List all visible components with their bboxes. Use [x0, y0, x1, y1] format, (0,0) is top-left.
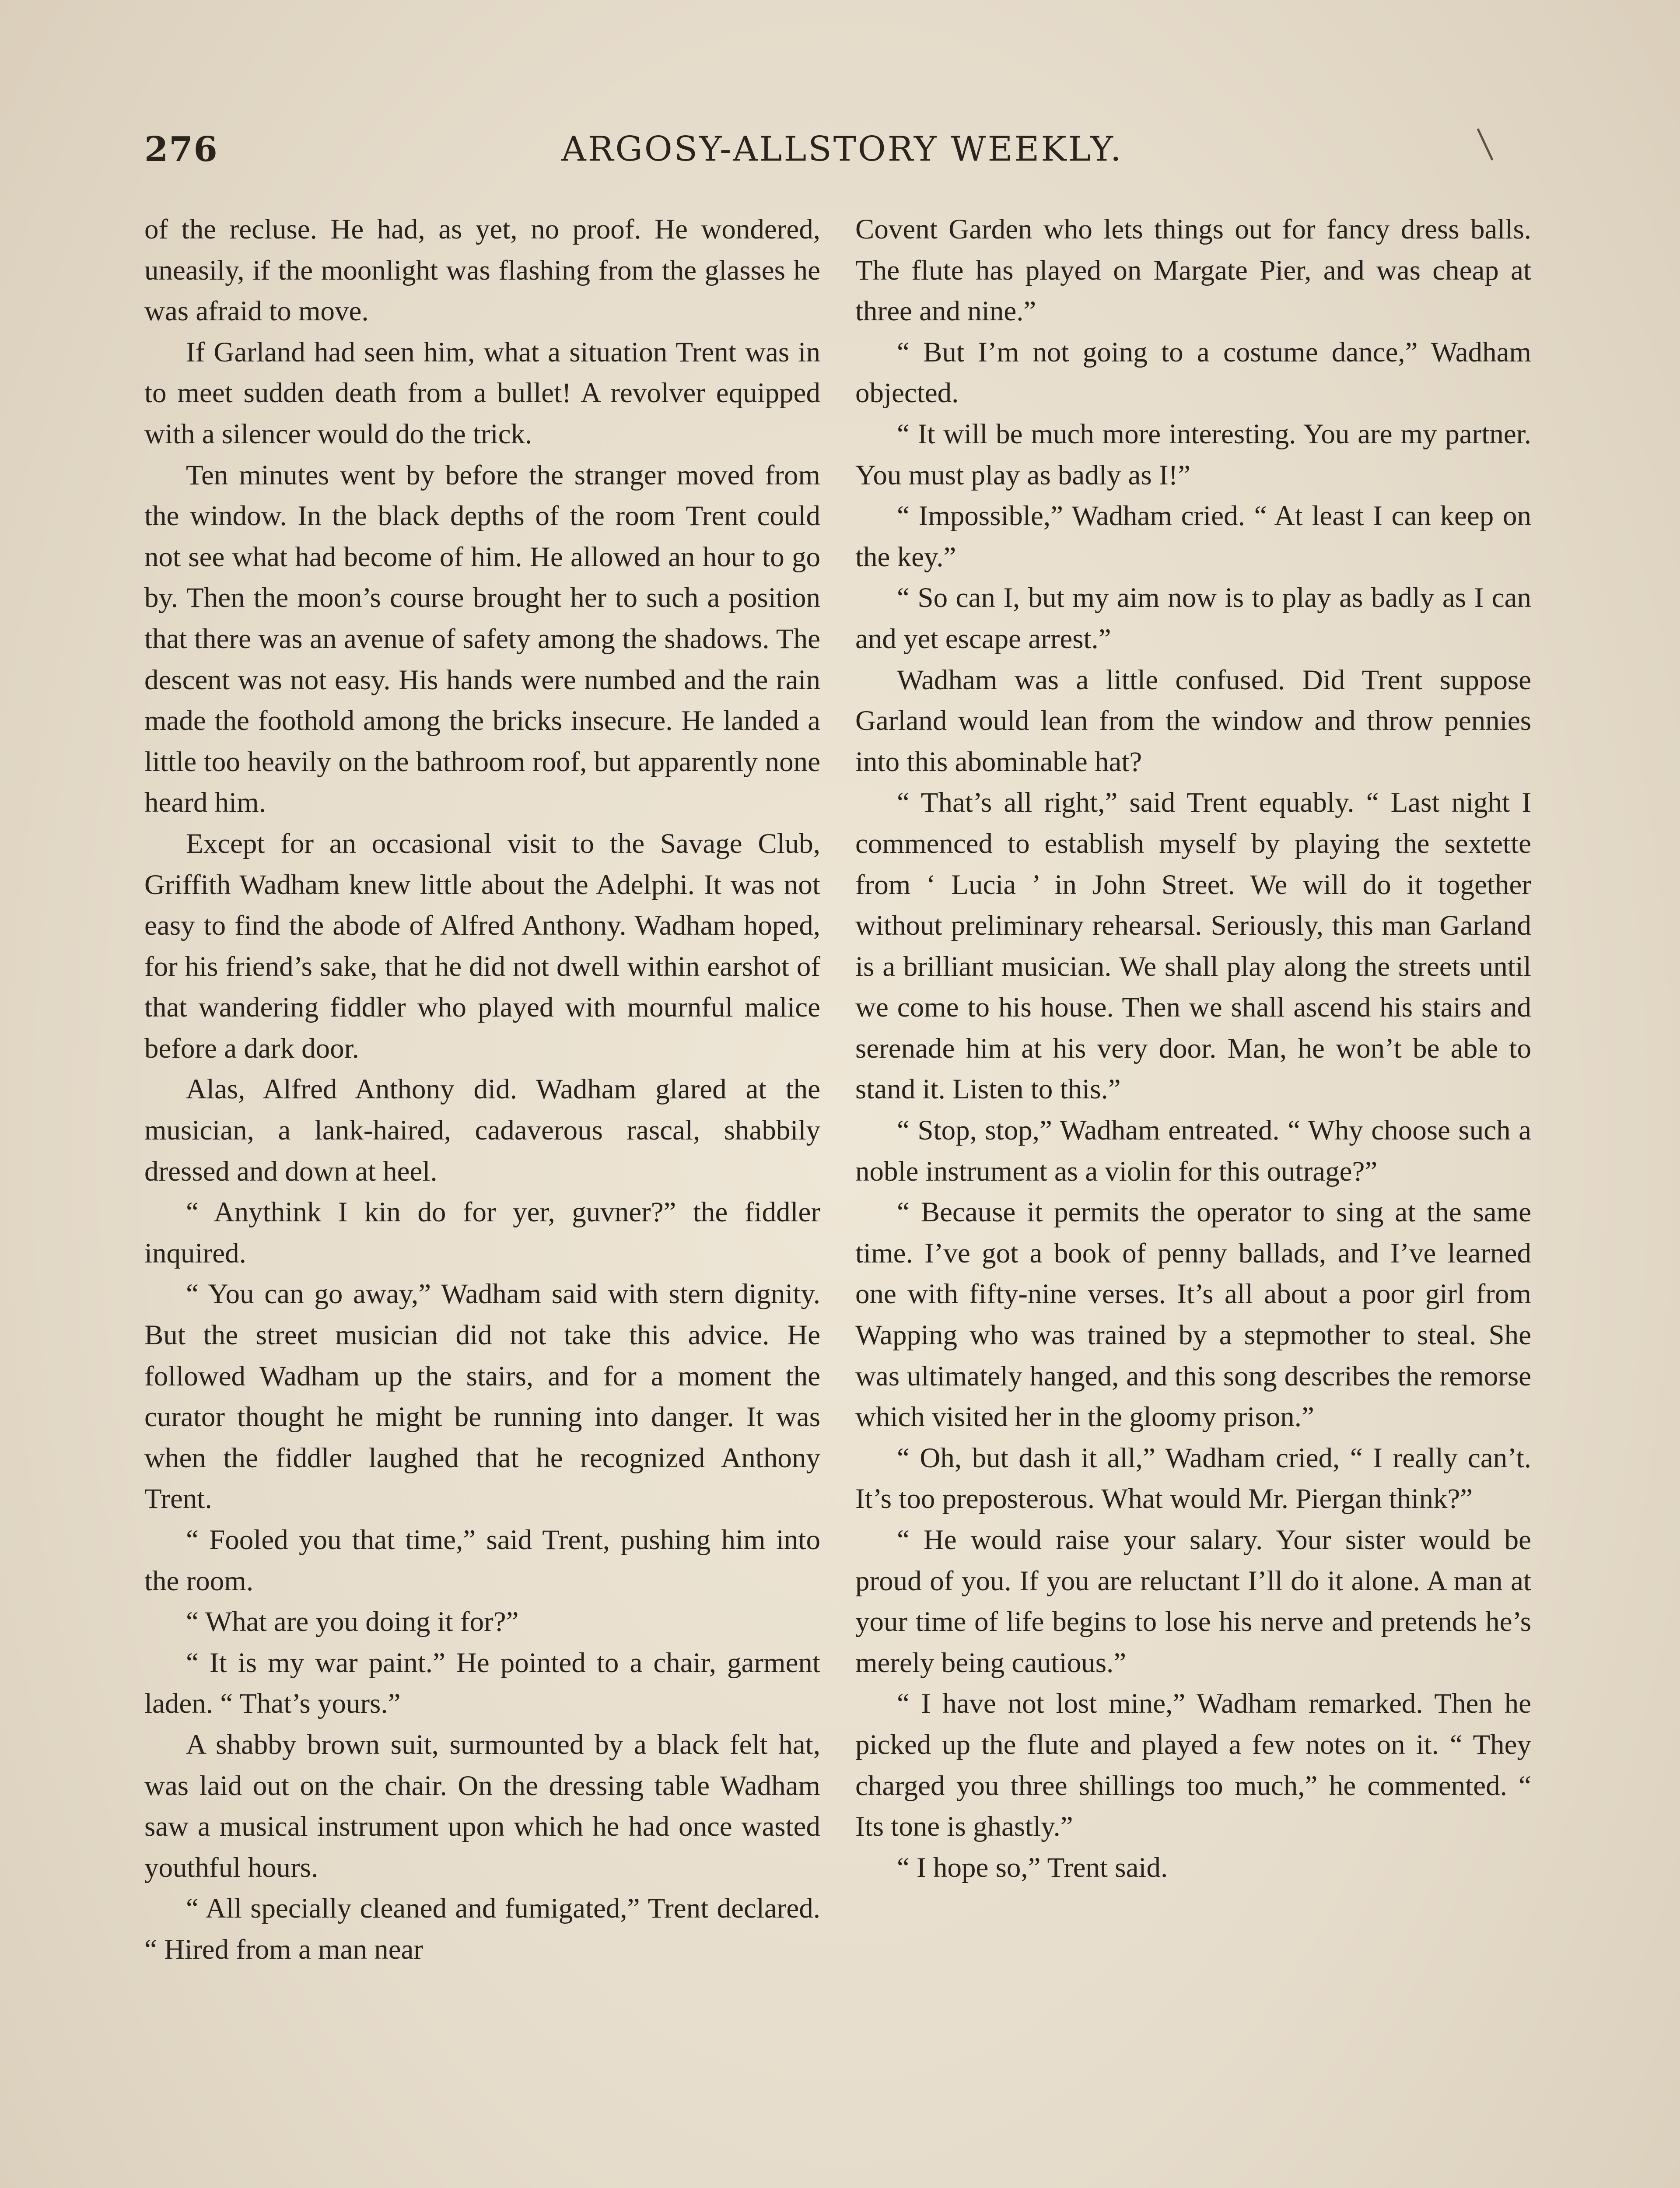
text-column-right — [855, 209, 1531, 2188]
paragraph: “ What are you doing it for?” — [186, 1606, 519, 1638]
paragraph: of the recluse. He had, as yet, no proof. He wondered, uneasily, if the moonlight was flashing from the glasses he was afraid to move. — [144, 214, 820, 327]
paragraph: Covent Garden who lets things out for fancy dress balls. The flute has played on Margate Pier, and was cheap at three and nine.” — [855, 214, 1531, 327]
paragraph: “ All specially cleaned and fumigated,” Trent declared. “ Hired from a man near — [144, 1893, 820, 1965]
paragraph: Except for an occasional visit to the Savage Club, Griffith Wadham knew little about the Adelphi. It was not easy to find the abode of Alfred Anthony. Wadham hoped, for his friend’s sake, that he did not dwell within earshot of that wandering fiddler who played with mournful malice before a dark door. — [144, 828, 820, 1064]
paragraph: “ Impossible,” Wadham cried. “ At least I can keep on the key.” — [855, 500, 1531, 573]
page-number: 276 — [144, 130, 218, 169]
paragraph: “ Anythink I kin do for yer, guvner?” the fiddler inquired. — [144, 1196, 820, 1269]
paragraph: Ten minutes went by before the stranger moved from the window. In the black depths of the room Trent could not see what had become of him. He allowed an hour to go by. Then the moon’s course brought her to such a position that there was an avenue of safety among the shadows. The descent was not easy. His hands were numbed and the rain made the foothold among the bricks insecure. He landed a little too heavily on the bathroom roof, but apparently none heard him. — [144, 459, 820, 819]
paragraph: “ He would raise your salary. Your sister would be proud of you. If you are reluctant I’ll do it alone. A man at your time of life begins to lose his nerve and pretends he’s merely being cautious.” — [855, 1524, 1531, 1679]
paragraph: If Garland had seen him, what a situation Trent was in to meet sudden death from a bullet! A revolver equipped with a silencer would do the trick. — [144, 336, 820, 450]
paragraph: “ Stop, stop,” Wadham entreated. “ Why choose such a noble instrument as a violin for this outrage?” — [855, 1115, 1531, 1187]
paragraph: “ It is my war paint.” He pointed to a chair, garment laden. “ That’s yours.” — [144, 1647, 820, 1720]
paragraph: “ Fooled you that time,” said Trent, pushing him into the room. — [144, 1524, 820, 1597]
text-column-left — [144, 209, 820, 2188]
paragraph: Alas, Alfred Anthony did. Wadham glared at the musician, a lank-haired, cadaverous rascal, shabbily dressed and down at heel. — [144, 1073, 820, 1187]
paragraph: “ I hope so,” Trent said. — [897, 1851, 1168, 1883]
paragraph: “ That’s all right,” said Trent equably. “ Last night I commenced to establish myself by playing the sextette from ‘ Lucia ’ in John Street. We will do it together without preliminary rehearsal. Seriously, this man Garland is a brilliant musician. We shall play along the streets until we come to his house. Then we shall ascend his stairs and serenade him at his very door. Man, he won’t be able to stand it. Listen to this.” — [855, 787, 1531, 1105]
paragraph: “ You can go away,” Wadham said with stern dignity. But the street musician did not take this advice. He followed Wadham up the stairs, and for a moment the curator thought he might be running into danger. It was when the fiddler laughed that he recognized Anthony Trent. — [144, 1278, 820, 1515]
paragraph: Wadham was a little confused. Did Trent suppose Garland would lean from the window and throw pennies into this abominable hat? — [855, 664, 1531, 778]
paragraph: “ But I’m not going to a costume dance,” Wadham objected. — [855, 336, 1531, 409]
paragraph: “ Oh, but dash it all,” Wadham cried, “ I really can’t. It’s too preposterous. What would Mr. Piergan think?” — [855, 1442, 1531, 1515]
paragraph: A shabby brown suit, surmounted by a black felt hat, was laid out on the chair. On the dressing table Wadham saw a musical instrument upon which he had once wasted youthful hours. — [144, 1729, 820, 1883]
paragraph: “ It will be much more interesting. You are my partner. You must play as badly as I!” — [855, 418, 1531, 491]
page-header — [144, 130, 1540, 186]
paragraph: “ Because it permits the operator to sing at the same time. I’ve got a book of penny ballads, and I’ve learned one with fifty-nine verses. It’s all about a poor girl from Wapping who was trained by a stepmother to steal. She was ultimately hanged, and this song describes the remorse which visited her in the gloomy prison.” — [855, 1196, 1531, 1433]
running-title: ARGOSY-ALLSTORY WEEKLY. — [561, 130, 1123, 169]
paragraph: “ I have not lost mine,” Wadham remarked. Then he picked up the flute and played a few notes on it. “ They charged you three shillings too much,” he commented. “ Its tone is ghastly.” — [855, 1688, 1531, 1843]
paragraph: “ So can I, but my aim now is to play as badly as I can and yet escape arrest.” — [855, 582, 1531, 655]
